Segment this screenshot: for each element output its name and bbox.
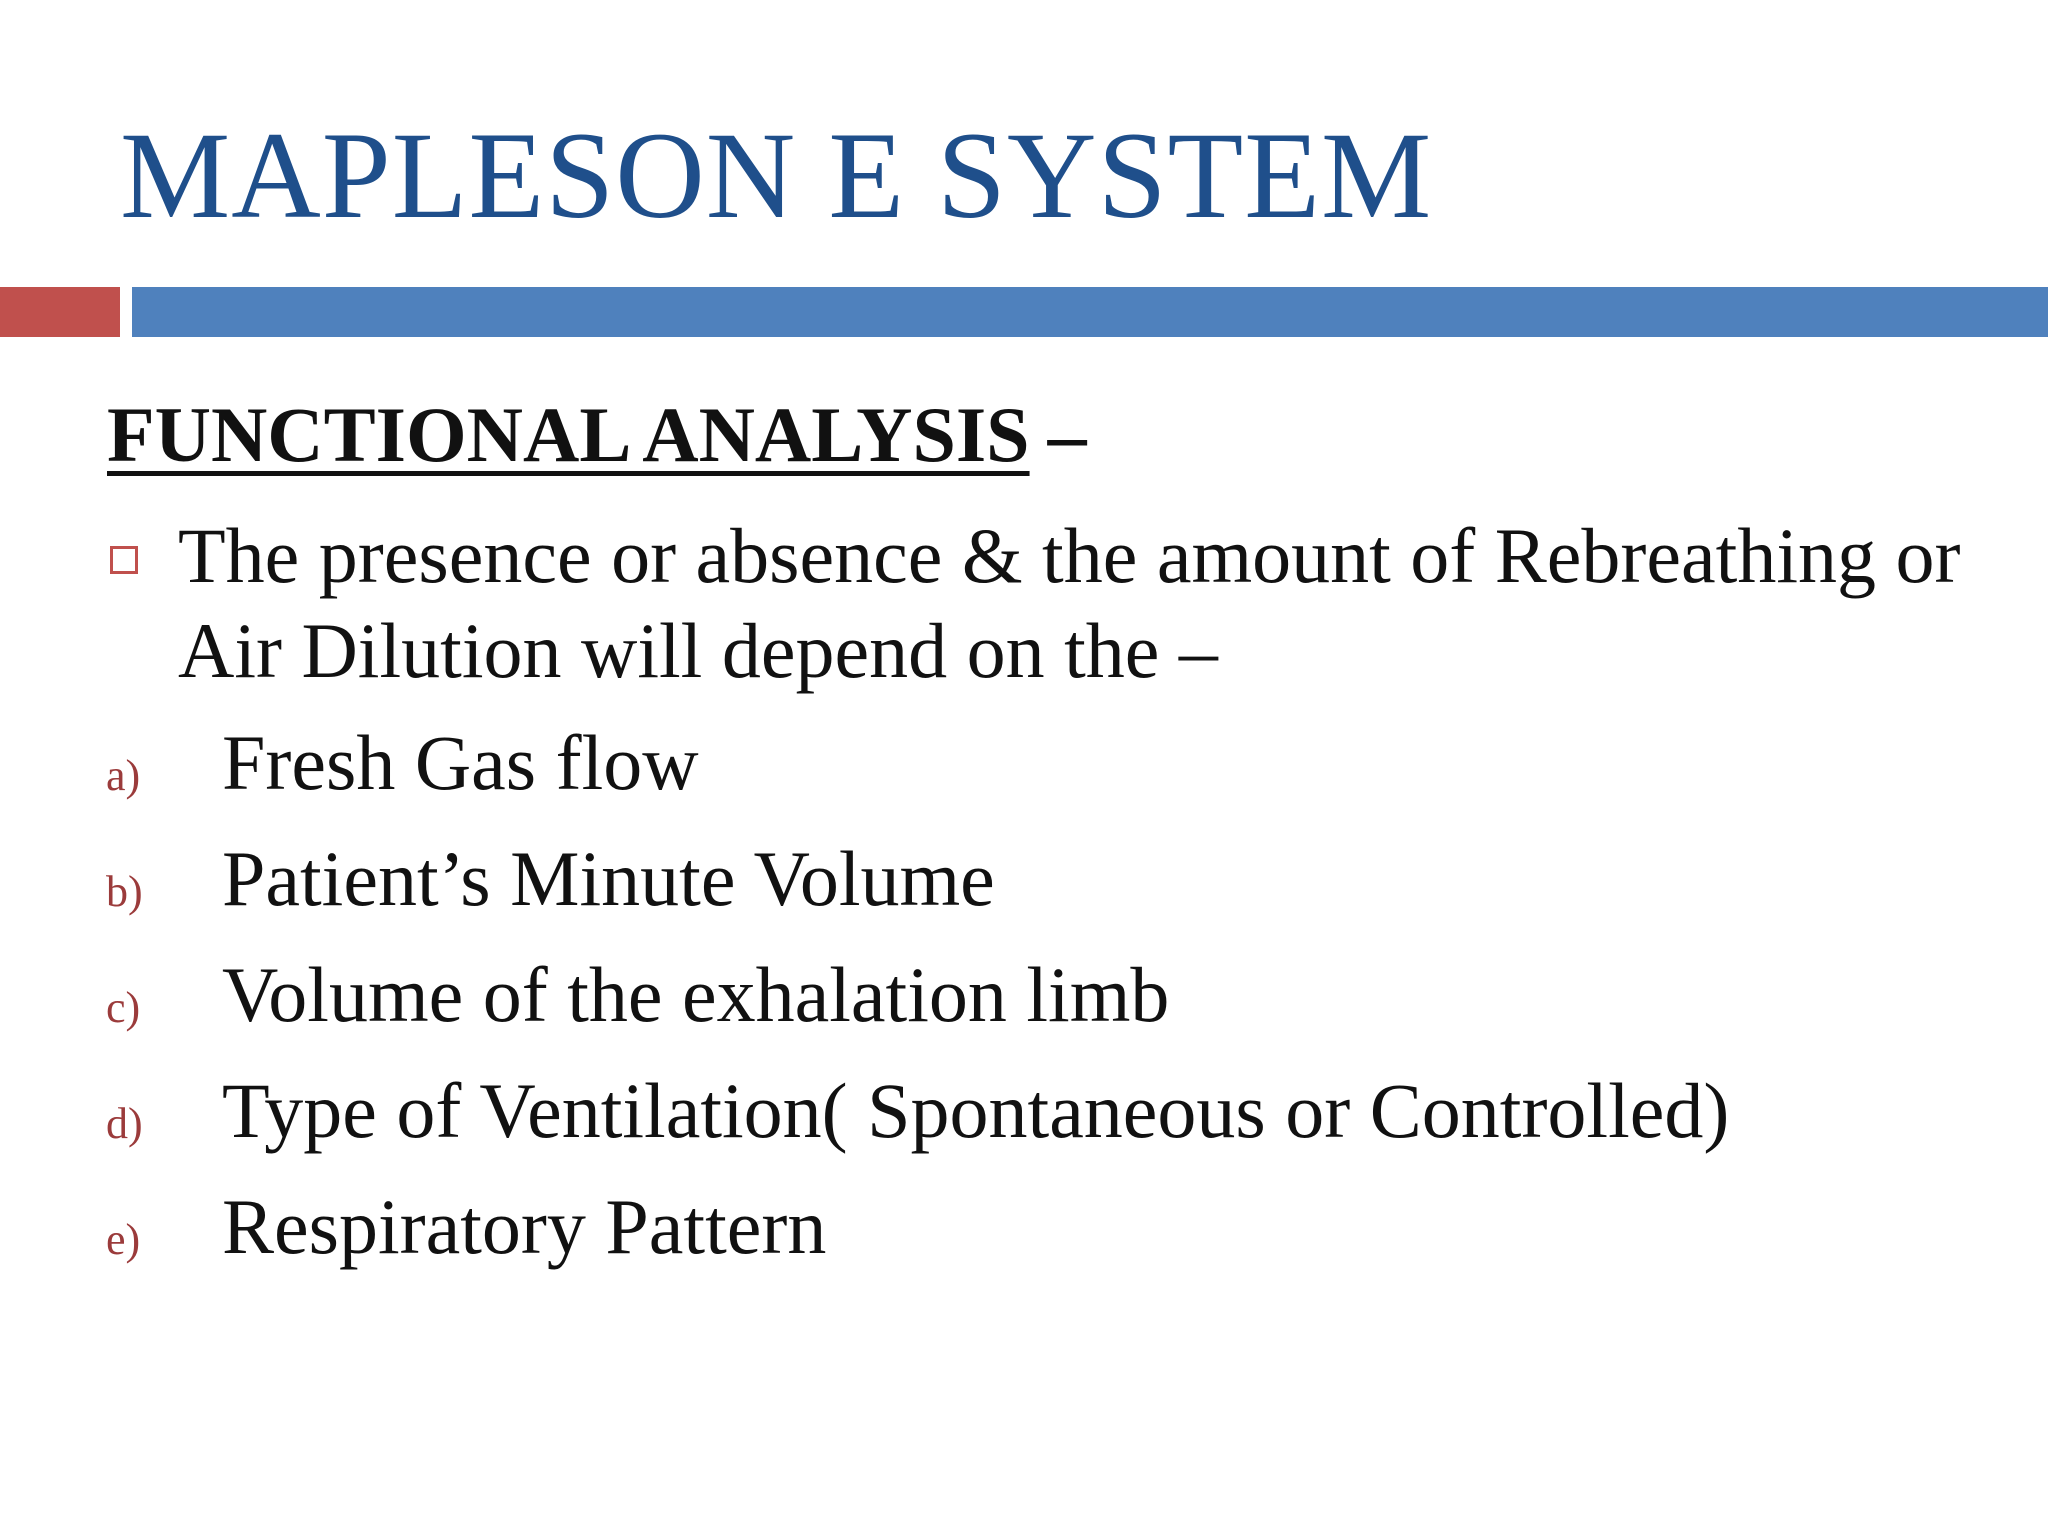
heading-dash: – [1047, 391, 1087, 478]
list-text: Volume of the exhalation limb [222, 951, 1170, 1038]
accent-bar-blue [132, 287, 2048, 337]
slide-title: MAPLESON E SYSTEM [120, 107, 1433, 244]
square-bullet-icon [110, 546, 138, 574]
list-text: Respiratory Pattern [222, 1183, 827, 1270]
list-item [0, 950, 2048, 1050]
list-text: Fresh Gas flow [222, 719, 699, 806]
list-item [0, 1066, 2048, 1166]
list-marker: e) [106, 1215, 141, 1264]
list-marker: d) [106, 1099, 143, 1148]
list-text: Type of Ventilation( Spontaneous or Controlled) [222, 1067, 1730, 1154]
list-marker: b) [106, 867, 143, 916]
list-marker: a) [106, 751, 141, 800]
list-text: Patient’s Minute Volume [222, 835, 995, 922]
list-marker: c) [106, 983, 141, 1032]
list-item [0, 834, 2048, 934]
section-heading [107, 392, 1087, 478]
bullet-text: The presence or absence & the amount of Rebreathing or Air Dilution will depend on the – [178, 512, 1961, 694]
heading-text: FUNCTIONAL ANALYSIS [107, 391, 1030, 478]
list-item [0, 718, 2048, 818]
list-item [0, 1182, 2048, 1282]
accent-bar-red [0, 287, 120, 337]
